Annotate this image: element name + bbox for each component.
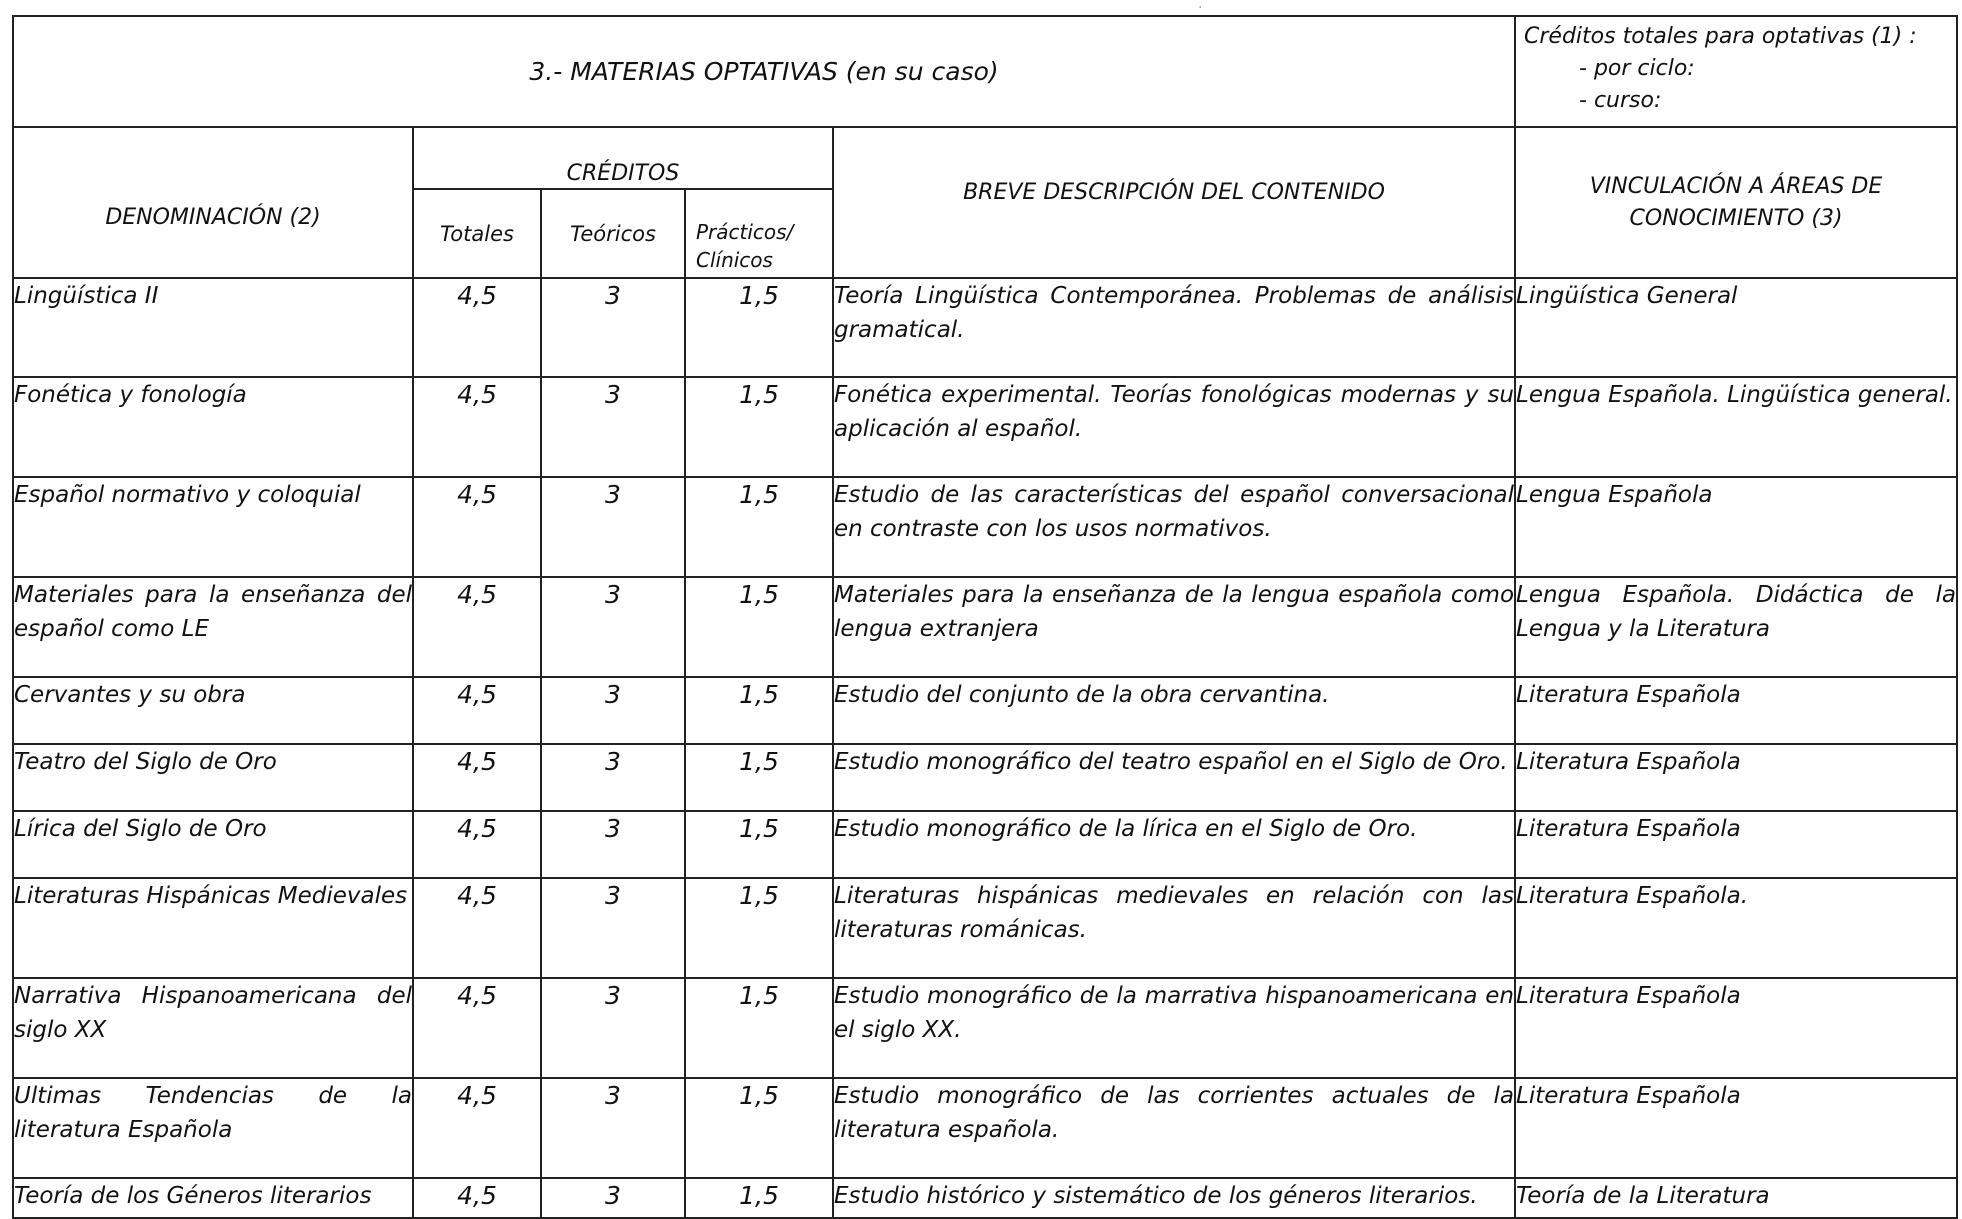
per-cycle-label: - por ciclo: bbox=[1579, 56, 1695, 81]
content-description: Estudio histórico y sistemático de los géneros literarios. bbox=[833, 1178, 1515, 1218]
content-description: Estudio de las características del español conversacional en contraste con los usos normativos. bbox=[833, 477, 1515, 577]
table-row bbox=[13, 878, 1957, 978]
knowledge-area: Teoría de la Literatura bbox=[1515, 1178, 1957, 1218]
theory-credits: 3 bbox=[541, 377, 685, 477]
table-row bbox=[13, 1178, 1957, 1218]
practice-credits: 1,5 bbox=[685, 978, 833, 1078]
theory-credits: 3 bbox=[541, 1078, 685, 1178]
practice-credits: 1,5 bbox=[685, 1078, 833, 1178]
header-row-1 bbox=[13, 127, 1957, 189]
total-credits: 4,5 bbox=[413, 577, 541, 677]
table-row bbox=[13, 278, 1957, 377]
subject-name: Cervantes y su obra bbox=[13, 677, 413, 744]
knowledge-area: Literatura Española. bbox=[1515, 878, 1957, 978]
total-credits: 4,5 bbox=[413, 1078, 541, 1178]
content-description: Estudio del conjunto de la obra cervantina. bbox=[833, 677, 1515, 744]
total-credits: 4,5 bbox=[413, 278, 541, 377]
knowledge-area: Lengua Española. Didáctica de la Lengua y la Literatura bbox=[1515, 577, 1957, 677]
theory-credits: 3 bbox=[541, 811, 685, 878]
content-description: Fonética experimental. Teorías fonológicas modernas y su aplicación al español. bbox=[833, 377, 1515, 477]
total-credits: 4,5 bbox=[413, 477, 541, 577]
subject-name: Lingüística II bbox=[13, 278, 413, 377]
total-credits: 4,5 bbox=[413, 878, 541, 978]
content-description: Estudio monográfico de la marrativa hispanoamericana en el siglo XX. bbox=[833, 978, 1515, 1078]
subject-name: Materiales para la enseñanza del español como LE bbox=[13, 577, 413, 677]
total-credits: 4,5 bbox=[413, 1178, 541, 1218]
content-description: Teoría Lingüística Contemporánea. Problemas de análisis gramatical. bbox=[833, 278, 1515, 377]
theory-credits: 3 bbox=[541, 477, 685, 577]
practice-credits: 1,5 bbox=[685, 1178, 833, 1218]
practice-credits: 1,5 bbox=[685, 577, 833, 677]
theory-credits: 3 bbox=[541, 1178, 685, 1218]
column-header-areas: VINCULACIÓN A ÁREAS DE CONOCIMIENTO (3) bbox=[1515, 127, 1957, 278]
table-body bbox=[13, 278, 1957, 1218]
table-row bbox=[13, 677, 1957, 744]
total-credits: 4,5 bbox=[413, 978, 541, 1078]
table-row bbox=[13, 577, 1957, 677]
knowledge-area: Lengua Española bbox=[1515, 477, 1957, 577]
knowledge-area: Lingüística General bbox=[1515, 278, 1957, 377]
knowledge-area: Lengua Española. Lingüística general. bbox=[1515, 377, 1957, 477]
column-header-total: Totales bbox=[413, 189, 541, 278]
content-description: Estudio monográfico de las corrientes actuales de la literatura española. bbox=[833, 1078, 1515, 1178]
knowledge-area: Literatura Española bbox=[1515, 744, 1957, 811]
knowledge-area: Literatura Española bbox=[1515, 1078, 1957, 1178]
total-credits: 4,5 bbox=[413, 744, 541, 811]
per-course-label: - curso: bbox=[1579, 88, 1662, 113]
optional-subjects-sheet bbox=[12, 15, 1958, 1219]
column-header-description: BREVE DESCRIPCIÓN DEL CONTENIDO bbox=[833, 127, 1515, 278]
table-row bbox=[13, 477, 1957, 577]
subject-name: Ultimas Tendencias de la literatura Española bbox=[13, 1078, 413, 1178]
subject-name: Teoría de los Géneros literarios bbox=[13, 1178, 413, 1218]
content-description: Estudio monográfico del teatro español en el Siglo de Oro. bbox=[833, 744, 1515, 811]
theory-credits: 3 bbox=[541, 878, 685, 978]
theory-credits: 3 bbox=[541, 677, 685, 744]
practice-credits: 1,5 bbox=[685, 278, 833, 377]
practice-credits: 1,5 bbox=[685, 811, 833, 878]
practice-credits: 1,5 bbox=[685, 377, 833, 477]
scan-speck: · bbox=[1198, 0, 1203, 16]
optional-subjects-table bbox=[12, 15, 1958, 1219]
subject-name: Español normativo y coloquial bbox=[13, 477, 413, 577]
table-row bbox=[13, 811, 1957, 878]
theory-credits: 3 bbox=[541, 744, 685, 811]
theory-credits: 3 bbox=[541, 577, 685, 677]
practice-credits: 1,5 bbox=[685, 477, 833, 577]
content-description: Literaturas hispánicas medievales en relación con las literaturas románicas. bbox=[833, 878, 1515, 978]
total-credits: 4,5 bbox=[413, 677, 541, 744]
subject-name: Teatro del Siglo de Oro bbox=[13, 744, 413, 811]
table-row bbox=[13, 377, 1957, 477]
table-row bbox=[13, 978, 1957, 1078]
column-header-theoretical: Teóricos bbox=[541, 189, 685, 278]
column-header-denomination: DENOMINACIÓN (2) bbox=[13, 127, 413, 278]
content-description: Materiales para la enseñanza de la lengua española como lengua extranjera bbox=[833, 577, 1515, 677]
total-credits: 4,5 bbox=[413, 811, 541, 878]
practice-credits: 1,5 bbox=[685, 878, 833, 978]
total-optional-credits-box bbox=[1515, 16, 1957, 127]
knowledge-area: Literatura Española bbox=[1515, 811, 1957, 878]
subject-name: Narrativa Hispanoamericana del siglo XX bbox=[13, 978, 413, 1078]
total-credits-label: Créditos totales para optativas (1) : bbox=[1524, 24, 1917, 49]
practice-credits: 1,5 bbox=[685, 677, 833, 744]
theory-credits: 3 bbox=[541, 278, 685, 377]
section-title: 3.- MATERIAS OPTATIVAS (en su caso) bbox=[13, 16, 1515, 127]
column-header-practical: Prácticos/ Clínicos bbox=[685, 189, 833, 278]
table-row bbox=[13, 1078, 1957, 1178]
practice-credits: 1,5 bbox=[685, 744, 833, 811]
column-header-credits: CRÉDITOS bbox=[413, 127, 833, 189]
subject-name: Fonética y fonología bbox=[13, 377, 413, 477]
theory-credits: 3 bbox=[541, 978, 685, 1078]
table-row bbox=[13, 744, 1957, 811]
knowledge-area: Literatura Española bbox=[1515, 677, 1957, 744]
subject-name: Literaturas Hispánicas Medievales bbox=[13, 878, 413, 978]
title-row bbox=[13, 16, 1957, 127]
content-description: Estudio monográfico de la lírica en el Siglo de Oro. bbox=[833, 811, 1515, 878]
subject-name: Lírica del Siglo de Oro bbox=[13, 811, 413, 878]
knowledge-area: Literatura Española bbox=[1515, 978, 1957, 1078]
total-credits: 4,5 bbox=[413, 377, 541, 477]
